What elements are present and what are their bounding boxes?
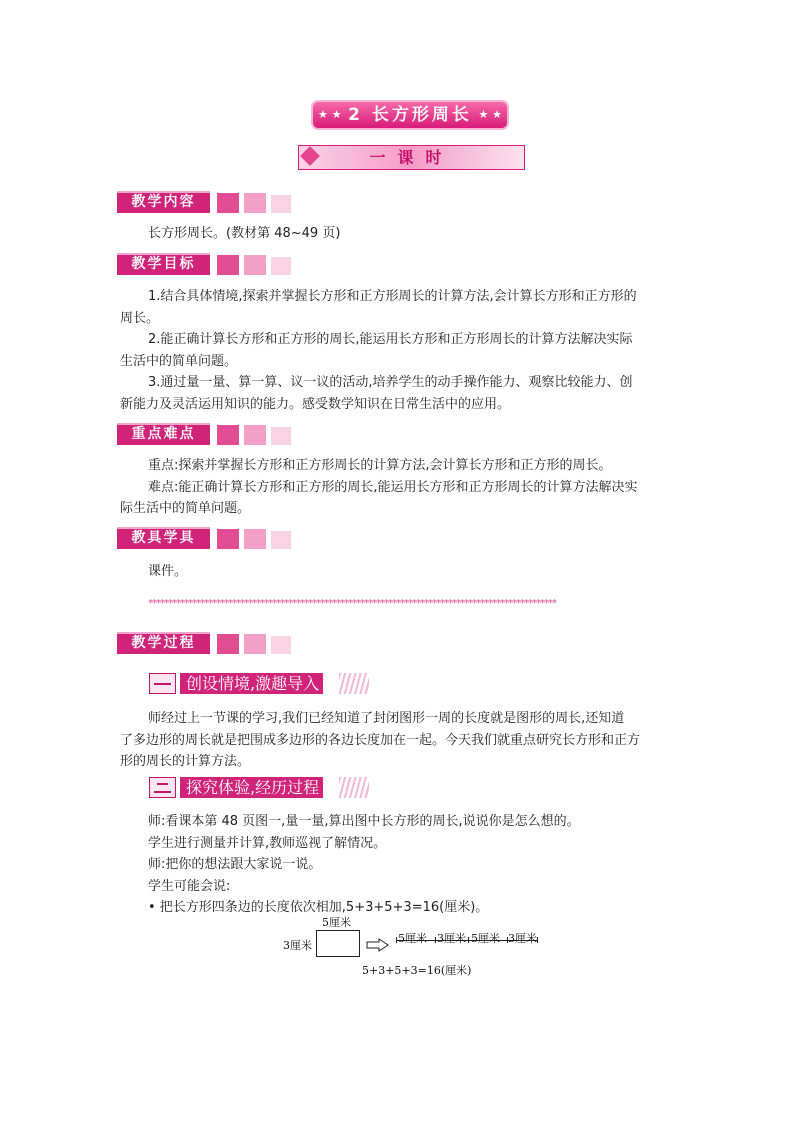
rect-top-label: 5厘米 [322,916,351,929]
lesson-title-banner [298,145,525,170]
segment-tick [435,937,436,943]
segment-tick [537,937,538,943]
step-title: 探究体验,经历过程 [180,777,323,798]
paragraph-line: 师:把你的想法跟大家说一说。 [148,857,322,872]
keypoint-line: 重点:探索并掌握长方形和正方形周长的计算方法,会计算长方形和正方形的周长。 [148,458,612,473]
goals-text [120,286,680,415]
bullet-line: • 把长方形四条边的长度依次相加,5+3+5+3=16(厘米)。 [148,900,489,915]
step-number-two-icon [149,777,176,798]
decor-square [217,193,239,213]
chapter-number: 2 [348,105,363,125]
segment-label: 3厘米 [508,932,537,945]
star-divider: ****************************************************************************************************** [148,598,556,609]
goal-line: 周长。 [120,310,160,326]
section-label: 教学内容 [117,191,210,213]
numeral-stroke [157,783,168,785]
equation: 5+3+5+3=16(厘米) [362,964,472,977]
stars-left: ★ ★ [318,108,342,121]
segment-tick [468,937,469,943]
step-stripes [339,777,369,798]
paragraph-line: 师经过上一节课的学习,我们已经知道了封闭图形一周的长度就是图形的周长,还知道 [148,711,625,726]
section-label: 教学过程 [117,632,210,654]
section-label: 教学目标 [117,253,210,275]
decor-square [271,195,291,213]
decor-square [244,425,266,445]
paragraph-line: 师:看课本第 48 页图一,量一量,算出图中长方形的周长,说说你是怎么想的。 [148,814,580,829]
banner-decoration-icon [300,146,320,166]
numeral-stroke [154,683,171,685]
decor-square [271,427,291,445]
segment-label: 3厘米 [437,932,466,945]
decor-square [244,193,266,213]
paragraph-line: 学生进行测量并计算,教师巡视了解情况。 [148,835,387,851]
decor-square [217,529,239,549]
segment-tick [396,937,397,943]
rectangle-shape [316,930,360,957]
step-number-one-icon [149,673,176,694]
decor-square [244,634,266,654]
step-stripes [339,673,369,694]
tools-text: 课件。 [148,564,188,579]
numeral-stroke [154,791,171,793]
decor-square [217,634,239,654]
step-title: 创设情境,激趣导入 [180,673,323,694]
decor-square [217,425,239,445]
paragraph-line: 学生可能会说: [148,878,231,894]
section-label: 重点难点 [117,423,210,445]
goal-line: 2.能正确计算长方形和正方形的周长,能运用长方形和正方形周长的计算方法解决实际 [148,332,633,347]
content-text: 长方形周长。(教材第 48~49 页) [148,226,341,241]
paragraph-line: 了多边形的周长就是把围成多边形的各边长度加在一起。今天我们就重点研究长方形和正方 [120,732,641,748]
keypoint-line: 际生活中的简单问题。 [120,501,251,516]
perimeter-diagram [280,913,550,983]
lesson-title: 一课时 [369,148,454,167]
goal-line: 生活中的简单问题。 [120,353,238,369]
rect-left-label: 3厘米 [283,939,312,952]
decor-square [271,636,291,654]
paragraph-line: 形的周长的计算方法。 [120,754,251,769]
decor-square [217,255,239,275]
right-arrow-icon [366,938,390,952]
decor-square [271,531,291,549]
segment-label: 5厘米 [471,932,500,945]
section-label: 教具学具 [117,527,210,549]
chapter-title-text: 长方形周长 [371,105,472,125]
keypoints-text [120,455,680,520]
step2-text [148,811,688,919]
goal-line: 新能力及灵活运用知识的能力。感受数学知识在日常生活中的应用。 [120,396,511,412]
segment-label: 5厘米 [398,932,427,945]
decor-square [271,257,291,275]
step1-text [120,708,680,773]
stars-right: ★ ★ [478,108,502,121]
decor-square [244,255,266,275]
goal-line: 3.通过量一量、算一算、议一议的活动,培养学生的动手操作能力、观察比较能力、创 [148,375,633,390]
chapter-title [313,102,507,128]
decor-square [244,529,266,549]
keypoint-line: 难点:能正确计算长方形和正方形的周长,能运用长方形和正方形周长的计算方法解决实 [148,479,638,495]
goal-line: 1.结合具体情境,探索并掌握长方形和正方形周长的计算方法,会计算长方形和正方形的 [148,289,637,304]
